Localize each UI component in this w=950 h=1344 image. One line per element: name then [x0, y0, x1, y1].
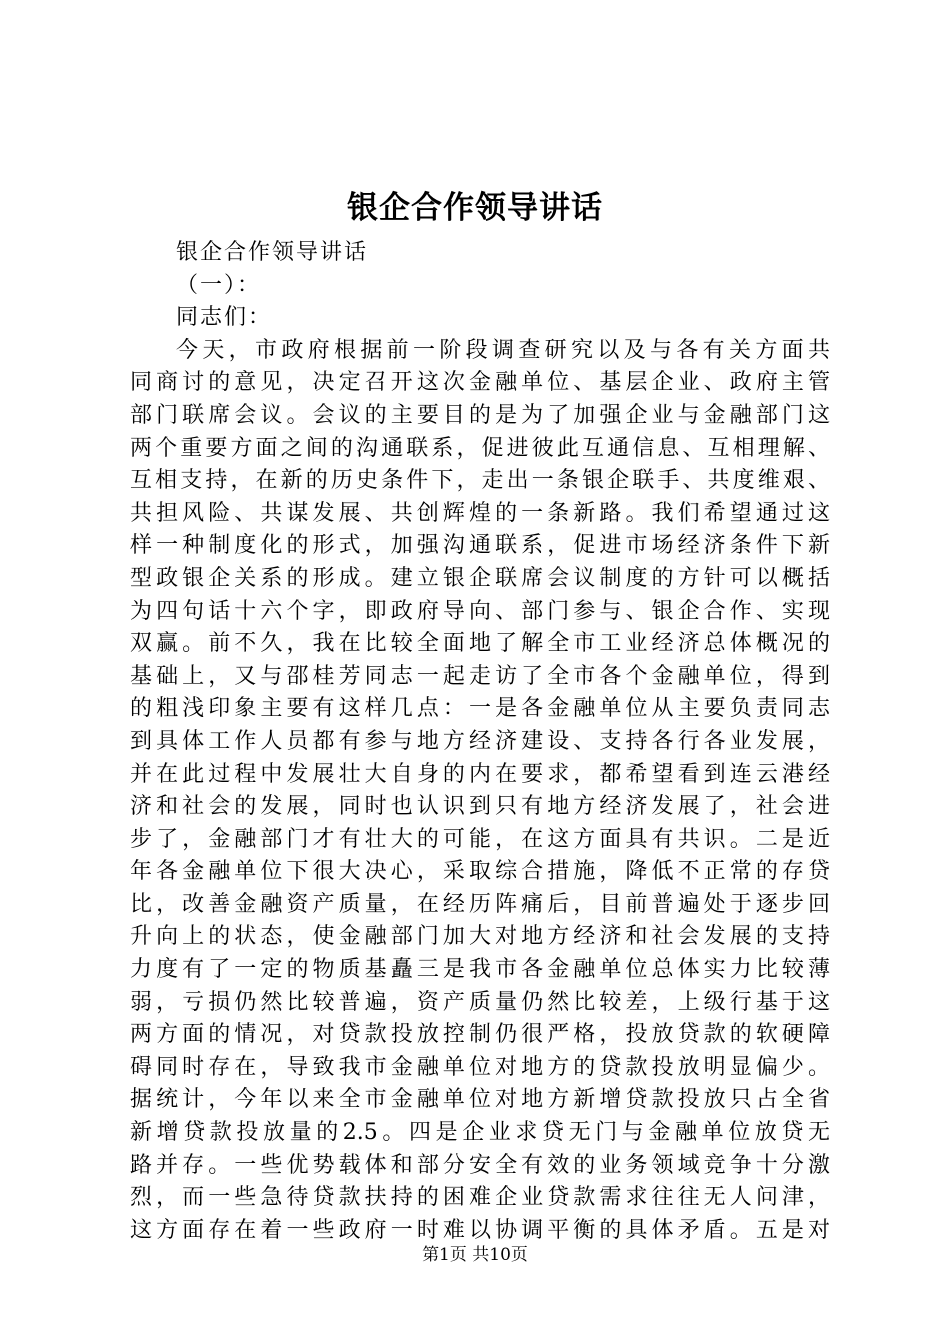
- text-line: 互相支持，在新的历史条件下，走出一条银企联手、共度维艰、: [130, 468, 830, 494]
- text-line: 的粗浅印象主要有这样几点：一是各金融单位从主要负责同志: [130, 696, 830, 722]
- text-line: 这方面存在着一些政府一时难以协调平衡的具体矛盾。五是对: [130, 1217, 830, 1243]
- page-number-footer: 第1页 共10页: [422, 1245, 528, 1265]
- text-line: 部门联席会议。会议的主要目的是为了加强企业与金融部门这: [130, 402, 830, 428]
- text-line: 升向上的状态，使金融部门加大对地方经济和社会发展的支持: [130, 924, 830, 950]
- text-line: 样一种制度化的形式，加强沟通联系，促进市场经济条件下新: [130, 533, 830, 559]
- text-line: 碍同时存在，导致我市金融单位对地方的贷款投放明显偏少。: [130, 1054, 830, 1080]
- text-line: 基础上，又与邵桂芳同志一起走访了全市各个金融单位，得到: [130, 663, 830, 689]
- text-line: 同志们：: [176, 305, 273, 331]
- text-line: 到具体工作人员都有参与地方经济建设、支持各行各业发展，: [130, 728, 830, 754]
- text-line: 共担风险、共谋发展、共创辉煌的一条新路。我们希望通过这: [130, 500, 830, 526]
- text-line: （一）：: [176, 272, 262, 298]
- document-title: 银企合作领导讲话: [347, 190, 603, 226]
- text-line: 双赢。前不久，我在比较全面地了解全市工业经济总体概况的: [130, 631, 830, 657]
- text-line: 并在此过程中发展壮大自身的内在要求，都希望看到连云港经: [130, 761, 830, 787]
- text-line: 济和社会的发展，同时也认识到只有地方经济发展了，社会进: [130, 794, 830, 820]
- text-line: 为四句话十六个字，即政府导向、部门参与、银企合作、实现: [130, 598, 830, 624]
- text-line: 银企合作领导讲话: [176, 240, 369, 265]
- text-line: 今天，市政府根据前一阶段调查研究以及与各有关方面共: [176, 337, 830, 363]
- text-line: 烈，而一些急待贷款扶持的困难企业贷款需求往往无人问津，: [130, 1185, 830, 1211]
- text-line: 比，改善金融资产质量，在经历阵痛后，目前普遍处于逐步回: [130, 891, 830, 917]
- document-body: [130, 237, 830, 1247]
- text-line: 年各金融单位下很大决心，采取综合措施，降低不正常的存贷: [130, 859, 830, 885]
- text-line: 型政银企关系的形成。建立银企联席会议制度的方针可以概括: [130, 565, 830, 591]
- text-line: 两个重要方面之间的沟通联系，促进彼此互通信息、互相理解、: [130, 435, 830, 461]
- text-line: 新增贷款投放量的2.5。四是企业求贷无门与金融单位放贷无: [130, 1120, 830, 1146]
- text-line: 据统计，今年以来全市金融单位对地方新增贷款投放只占全省: [130, 1087, 830, 1113]
- text-line: 同商讨的意见，决定召开这次金融单位、基层企业、政府主管: [130, 370, 830, 396]
- text-line: 步了，金融部门才有壮大的可能，在这方面具有共识。二是近: [130, 826, 830, 852]
- text-line: 力度有了一定的物质基矗三是我市各金融单位总体实力比较薄: [130, 957, 830, 983]
- text-line: 弱，亏损仍然比较普遍，资产质量仍然比较差，上级行基于这: [130, 989, 830, 1015]
- text-line: 路并存。一些优势载体和部分安全有效的业务领域竞争十分激: [130, 1152, 830, 1178]
- text-line: 两方面的情况，对贷款投放控制仍很严格，投放贷款的软硬障: [130, 1022, 830, 1048]
